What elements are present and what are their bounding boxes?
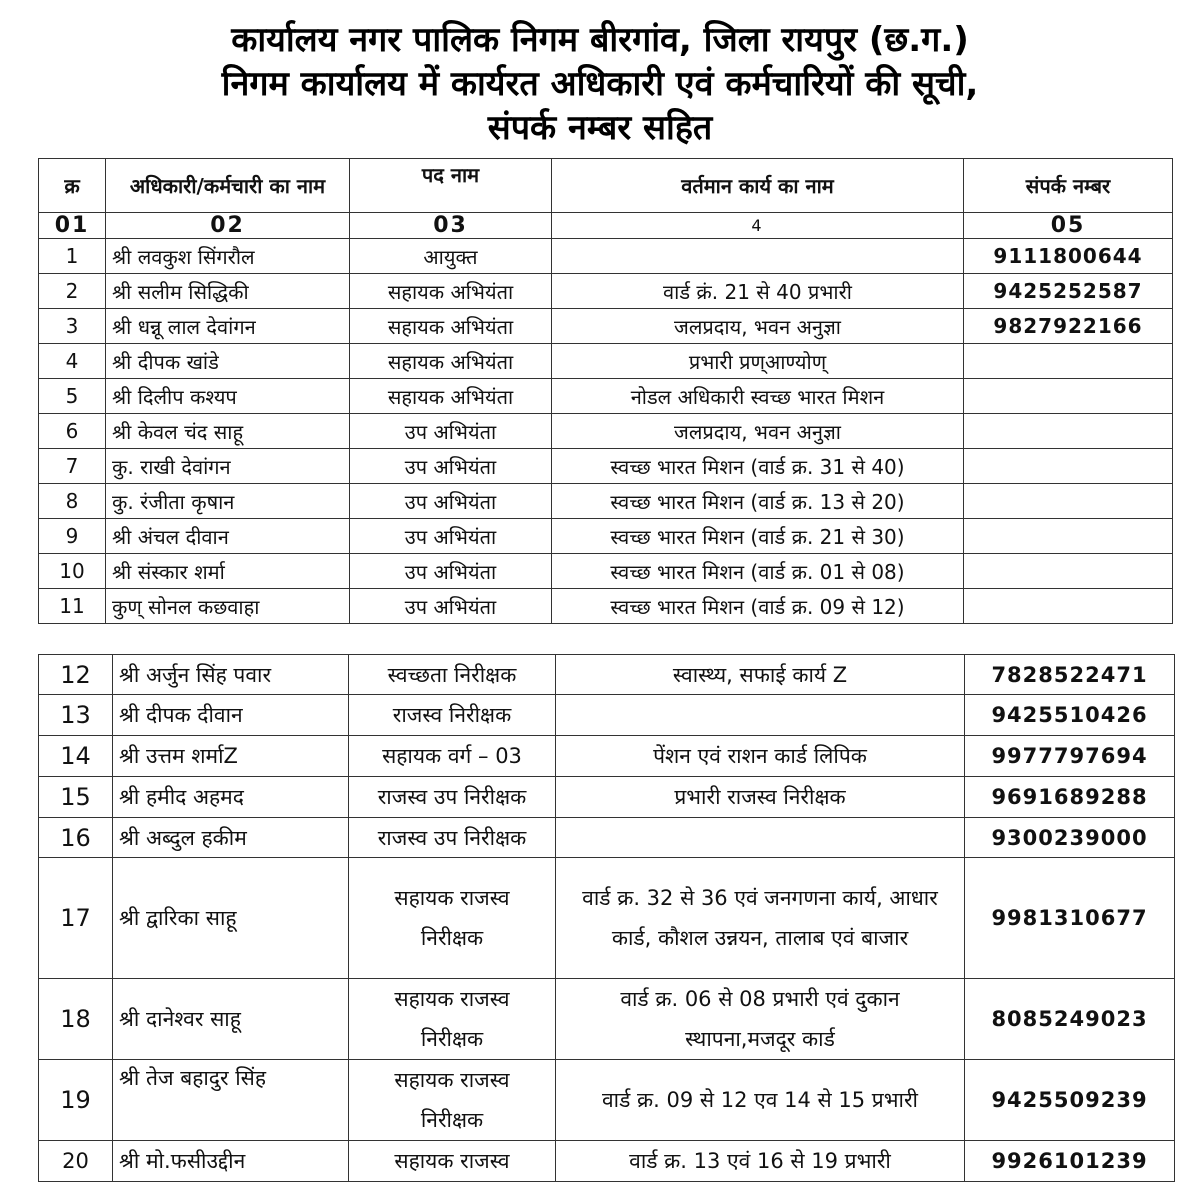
column-number: 01 (39, 213, 106, 239)
work-cell: स्वच्छ भारत मिशन (वार्ड क्र. 31 से 40) (552, 449, 964, 484)
serial-cell: 16 (39, 818, 113, 858)
post-cell: सहायक राजस्व निरीक्षक (349, 1060, 556, 1141)
phone-cell: 9300239000 (965, 818, 1175, 858)
serial-cell: 3 (39, 309, 106, 344)
name-cell: श्री सलीम सिद्धिकी (106, 274, 350, 309)
post-cell: सहायक अभियंता (350, 379, 552, 414)
serial-cell: 19 (39, 1060, 113, 1141)
header-post: पद नाम (350, 159, 552, 213)
table-row (39, 979, 1175, 1060)
work-cell: नोडल अधिकारी स्वच्छ भारत मिशन (552, 379, 964, 414)
work-cell (556, 695, 965, 736)
phone-cell: 9425252587 (964, 274, 1173, 309)
table-row (39, 309, 1173, 344)
post-cell: उप अभियंता (350, 449, 552, 484)
post-cell: राजस्व निरीक्षक (349, 695, 556, 736)
work-cell (556, 818, 965, 858)
document-title (0, 18, 1200, 150)
title-line-2: निगम कार्यालय में कार्यरत अधिकारी एवं कर्मचारियों की सूची, (221, 64, 979, 104)
column-number-row (39, 213, 1173, 239)
serial-cell: 4 (39, 344, 106, 379)
name-cell: श्री अंचल दीवान (106, 519, 350, 554)
table-row (39, 736, 1175, 777)
name-cell: कुण् सोनल कछवाहा (106, 589, 350, 624)
phone-cell: 9425509239 (965, 1060, 1175, 1141)
name-cell: श्री दानेश्वर साहू (113, 979, 349, 1060)
phone-cell: 9425510426 (965, 695, 1175, 736)
name-cell: श्री मो.फसीउद्दीन (113, 1141, 349, 1182)
serial-cell: 9 (39, 519, 106, 554)
table-row (39, 414, 1173, 449)
work-cell: स्वच्छ भारत मिशन (वार्ड क्र. 13 से 20) (552, 484, 964, 519)
title-line-1: कार्यालय नगर पालिक निगम बीरगांव, जिला रायपुर (छ.ग.) (231, 20, 969, 60)
phone-cell (964, 344, 1173, 379)
table-row (39, 484, 1173, 519)
work-cell: प्रभारी प्रण्आण्योण् (552, 344, 964, 379)
column-number: 02 (106, 213, 350, 239)
work-cell: वार्ड क्र. 06 से 08 प्रभारी एवं दुकान स्थापना,मजदूर कार्ड (556, 979, 965, 1060)
table-row (39, 239, 1173, 274)
post-cell: राजस्व उप निरीक्षक (349, 777, 556, 818)
post-cell: सहायक वर्ग – 03 (349, 736, 556, 777)
post-cell: आयुक्त (350, 239, 552, 274)
post-cell: उप अभियंता (350, 519, 552, 554)
work-cell: वार्ड क्र. 13 एवं 16 से 19 प्रभारी (556, 1141, 965, 1182)
phone-cell (964, 519, 1173, 554)
phone-cell (964, 554, 1173, 589)
post-cell: उप अभियंता (350, 484, 552, 519)
column-number: 4 (552, 213, 964, 239)
table-row (39, 344, 1173, 379)
column-number: 05 (964, 213, 1173, 239)
phone-cell: 9111800644 (964, 239, 1173, 274)
serial-cell: 13 (39, 695, 113, 736)
post-cell: सहायक अभियंता (350, 309, 552, 344)
post-cell: स्वच्छता निरीक्षक (349, 655, 556, 695)
staff-table-part-2 (38, 654, 1175, 1182)
name-cell: श्री धन्नू लाल देवांगन (106, 309, 350, 344)
serial-cell: 1 (39, 239, 106, 274)
table-row (39, 818, 1175, 858)
name-cell: कु. रंजीता कृषान (106, 484, 350, 519)
header-phone: संपर्क नम्बर (964, 159, 1173, 213)
post-cell: सहायक अभियंता (350, 344, 552, 379)
table-row (39, 858, 1175, 979)
phone-cell: 9691689288 (965, 777, 1175, 818)
work-cell: स्वच्छ भारत मिशन (वार्ड क्र. 21 से 30) (552, 519, 964, 554)
name-cell: श्री तेज बहादुर सिंह (113, 1060, 349, 1141)
post-cell: उप अभियंता (350, 589, 552, 624)
phone-cell: 7828522471 (965, 655, 1175, 695)
phone-cell (964, 589, 1173, 624)
phone-cell (964, 449, 1173, 484)
phone-cell (964, 484, 1173, 519)
name-cell: श्री उत्तम शर्माZ (113, 736, 349, 777)
post-cell: सहायक राजस्व (349, 1141, 556, 1182)
name-cell: श्री अर्जुन सिंह पवार (113, 655, 349, 695)
serial-cell: 2 (39, 274, 106, 309)
table-row (39, 449, 1173, 484)
work-cell: स्वच्छ भारत मिशन (वार्ड क्र. 09 से 12) (552, 589, 964, 624)
serial-cell: 12 (39, 655, 113, 695)
phone-cell: 9926101239 (965, 1141, 1175, 1182)
name-cell: श्री दीपक दीवान (113, 695, 349, 736)
work-cell: वार्ड क्र. 09 से 12 एव 14 से 15 प्रभारी (556, 1060, 965, 1141)
table-row (39, 589, 1173, 624)
table-row (39, 655, 1175, 695)
work-cell: वार्ड क्र. 32 से 36 एवं जनगणना कार्य, आधार कार्ड, कौशल उन्नयन, तालाब एवं बाजार (556, 858, 965, 979)
name-cell: श्री संस्कार शर्मा (106, 554, 350, 589)
post-cell: उप अभियंता (350, 414, 552, 449)
phone-cell (964, 379, 1173, 414)
work-cell: पेंशन एवं राशन कार्ड लिपिक (556, 736, 965, 777)
name-cell: कु. राखी देवांगन (106, 449, 350, 484)
table-header-row (39, 159, 1173, 213)
work-cell: स्वच्छ भारत मिशन (वार्ड क्र. 01 से 08) (552, 554, 964, 589)
name-cell: श्री लवकुश सिंगरौल (106, 239, 350, 274)
serial-cell: 6 (39, 414, 106, 449)
header-name: अधिकारी/कर्मचारी का नाम (106, 159, 350, 213)
serial-cell: 20 (39, 1141, 113, 1182)
work-cell: वार्ड क्रं. 21 से 40 प्रभारी (552, 274, 964, 309)
table-row (39, 1060, 1175, 1141)
serial-cell: 5 (39, 379, 106, 414)
table-row (39, 695, 1175, 736)
table-row (39, 379, 1173, 414)
work-cell: प्रभारी राजस्व निरीक्षक (556, 777, 965, 818)
serial-cell: 11 (39, 589, 106, 624)
staff-table-part-1 (38, 158, 1173, 624)
post-cell: सहायक अभियंता (350, 274, 552, 309)
header-work: वर्तमान कार्य का नाम (552, 159, 964, 213)
work-cell (552, 239, 964, 274)
phone-cell: 9827922166 (964, 309, 1173, 344)
name-cell: श्री केवल चंद साहू (106, 414, 350, 449)
name-cell: श्री हमीद अहमद (113, 777, 349, 818)
work-cell: स्वास्थ्य, सफाई कार्य Z (556, 655, 965, 695)
work-cell: जलप्रदाय, भवन अनुज्ञा (552, 414, 964, 449)
serial-cell: 7 (39, 449, 106, 484)
work-cell: जलप्रदाय, भवन अनुज्ञा (552, 309, 964, 344)
post-cell: राजस्व उप निरीक्षक (349, 818, 556, 858)
phone-cell: 9977797694 (965, 736, 1175, 777)
title-line-3: संपर्क नम्बर सहित (487, 108, 713, 148)
serial-cell: 15 (39, 777, 113, 818)
table-row (39, 777, 1175, 818)
name-cell: श्री अब्दुल हकीम (113, 818, 349, 858)
post-cell: सहायक राजस्व निरीक्षक (349, 858, 556, 979)
phone-cell: 9981310677 (965, 858, 1175, 979)
name-cell: श्री दिलीप कश्यप (106, 379, 350, 414)
serial-cell: 8 (39, 484, 106, 519)
table-row (39, 274, 1173, 309)
name-cell: श्री द्वारिका साहू (113, 858, 349, 979)
header-sr: क्र (39, 159, 106, 213)
serial-cell: 14 (39, 736, 113, 777)
phone-cell (964, 414, 1173, 449)
serial-cell: 18 (39, 979, 113, 1060)
table-row (39, 554, 1173, 589)
table-row (39, 1141, 1175, 1182)
table-row (39, 519, 1173, 554)
serial-cell: 10 (39, 554, 106, 589)
name-cell: श्री दीपक खांडे (106, 344, 350, 379)
post-cell: उप अभियंता (350, 554, 552, 589)
phone-cell: 8085249023 (965, 979, 1175, 1060)
column-number: 03 (350, 213, 552, 239)
post-cell: सहायक राजस्व निरीक्षक (349, 979, 556, 1060)
serial-cell: 17 (39, 858, 113, 979)
